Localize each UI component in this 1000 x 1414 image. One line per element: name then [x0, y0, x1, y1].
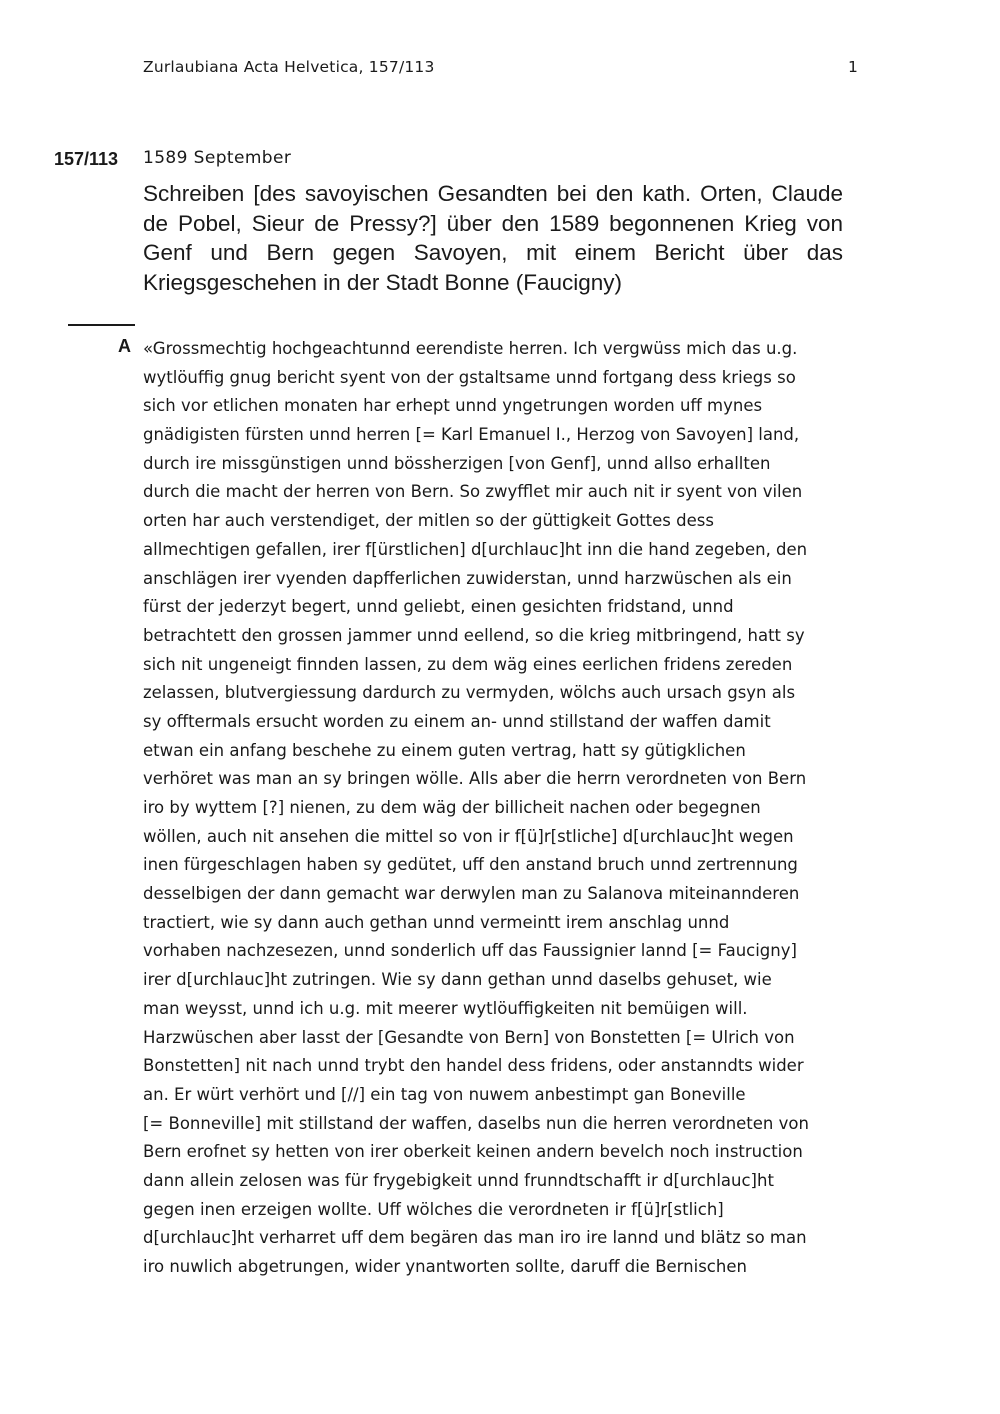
document-date: 1589 September: [143, 148, 292, 168]
text-line: «Grossmechtig hochgeachtunnd eerendiste herren. Ich vergwüss mich das u.g.: [143, 339, 798, 358]
text-line: durch ire missgünstigen unnd bössherzigen [von Genf], unnd allso erhallten: [143, 453, 771, 473]
document-number: 157/113: [54, 149, 119, 169]
text-line: verhöret was man an sy bringen wölle. Alls aber die herrn verordneten von Bern: [143, 769, 807, 789]
text-line: etwan ein anfang beschehe zu einem guten vertrag, hatt sy gütigklichen: [143, 740, 746, 760]
text-line: wytlöuffig gnug bericht syent von der gstaltsame unnd fortgang dess kriegs so: [143, 367, 796, 387]
running-header: [143, 58, 858, 76]
text-line: sy offtermals ersucht worden zu einem an- unnd stillstand der waffen damit: [143, 711, 771, 731]
text-line: orten har auch verstendiget, der mitlen so der güttigkeit Gottes dess: [143, 511, 714, 531]
text-line: zelassen, blutvergiessung dardurch zu vermyden, wölchs auch ursach gsyn als: [143, 683, 796, 703]
text-line: fürst der jederzyt begert, unnd geliebt, einen gesichten fridstand, unnd: [143, 597, 734, 617]
text-line: man weysst, unnd ich u.g. mit meerer wytlöuffigkeiten nit bemüigen will.: [143, 998, 748, 1018]
document-body: [143, 335, 863, 1282]
page-number: 1: [847, 58, 858, 76]
document-title: Schreiben [des savoyischen Gesandten bei den kath. Orten, Claude de Pobel, Sieur de Pressy?] über den 1589 begonnenen Krieg von Genf und Bern gegen Savoyen, mit einem Bericht über das Kriegsgeschehen in der Stadt Bonne (Faucigny): [143, 181, 843, 295]
text-line: [= Bonneville] mit stillstand der waffen, daselbs nun die herren verordneten von: [143, 1113, 809, 1133]
text-line: sich nit ungeneigt finnden lassen, zu dem wäg eines eerlichen fridens zereden: [143, 654, 793, 674]
text-line: iro nuwlich abgetrungen, wider ynantworten sollte, daruff die Bernischen: [143, 1257, 747, 1276]
text-line: d[urchlauc]ht verharret uff dem begären das man iro ire lannd und blätz so man: [143, 1228, 807, 1248]
section-divider: [68, 324, 135, 326]
text-line: irer d[urchlauc]ht zutringen. Wie sy dann gethan unnd daselbs gehuset, wie: [143, 970, 772, 990]
text-line: dann allein zelosen was für frygebigkeit unnd frunndtschafft ir d[urchlauc]ht: [143, 1170, 774, 1190]
text-line: gnädigisten fürsten unnd herren [= Karl Emanuel I., Herzog von Savoyen] land,: [143, 425, 800, 445]
text-line: vorhaben nachzesezen, unnd sonderlich uff das Faussignier lannd [= Faucigny]: [143, 941, 797, 961]
section-letter: A: [118, 336, 131, 356]
text-line: allmechtigen gefallen, irer f[ürstlichen] d[urchlauc]ht inn die hand zegeben, den: [143, 539, 808, 559]
text-line: an. Er würt verhört und [//] ein tag von nuwem anbestimpt gan Boneville: [143, 1084, 746, 1104]
text-line: Harzwüschen aber lasst der [Gesandte von Bern] von Bonstetten [= Ulrich von: [143, 1027, 795, 1047]
text-line: sich vor etlichen monaten har erhept unnd yngetrungen worden uff mynes: [143, 396, 763, 416]
text-line: Bern erofnet sy hetten von irer oberkeit keinen andern bevelch noch instruction: [143, 1142, 803, 1162]
text-line: wöllen, auch nit ansehen die mittel so von ir f[ü]r[stliche] d[urchlauc]ht wegen: [143, 826, 794, 846]
text-line: durch die macht der herren von Bern. So zwyfflet mir auch nit ir syent von vilen: [143, 482, 803, 502]
text-line: iro by wyttem [?] nienen, zu dem wäg der billicheit nachen oder begegnen: [143, 798, 761, 817]
text-line: desselbigen der dann gemacht war derwylen man zu Salanova miteinannderen: [143, 884, 800, 904]
text-line: anschlägen irer vyenden dapfferlichen zuwiderstan, unnd harzwüschen als ein: [143, 568, 792, 588]
text-line: gegen inen erzeigen wollte. Uff wölches die verordneten ir f[ü]r[stlich]: [143, 1199, 724, 1219]
text-line: betrachtett den grossen jammer unnd eellend, so die krieg mitbringend, hatt sy: [143, 625, 805, 645]
text-line: tractiert, wie sy dann auch gethan unnd vermeintt irem anschlag unnd: [143, 912, 730, 932]
text-line: Bonstetten] nit nach unnd trybt den handel dess fridens, oder anstanndts wider: [143, 1056, 804, 1076]
running-title: Zurlaubiana Acta Helvetica, 157/113: [143, 58, 435, 76]
text-line: inen fürgeschlagen haben sy gedütet, uff den anstand bruch unnd zertrennung: [143, 855, 798, 875]
